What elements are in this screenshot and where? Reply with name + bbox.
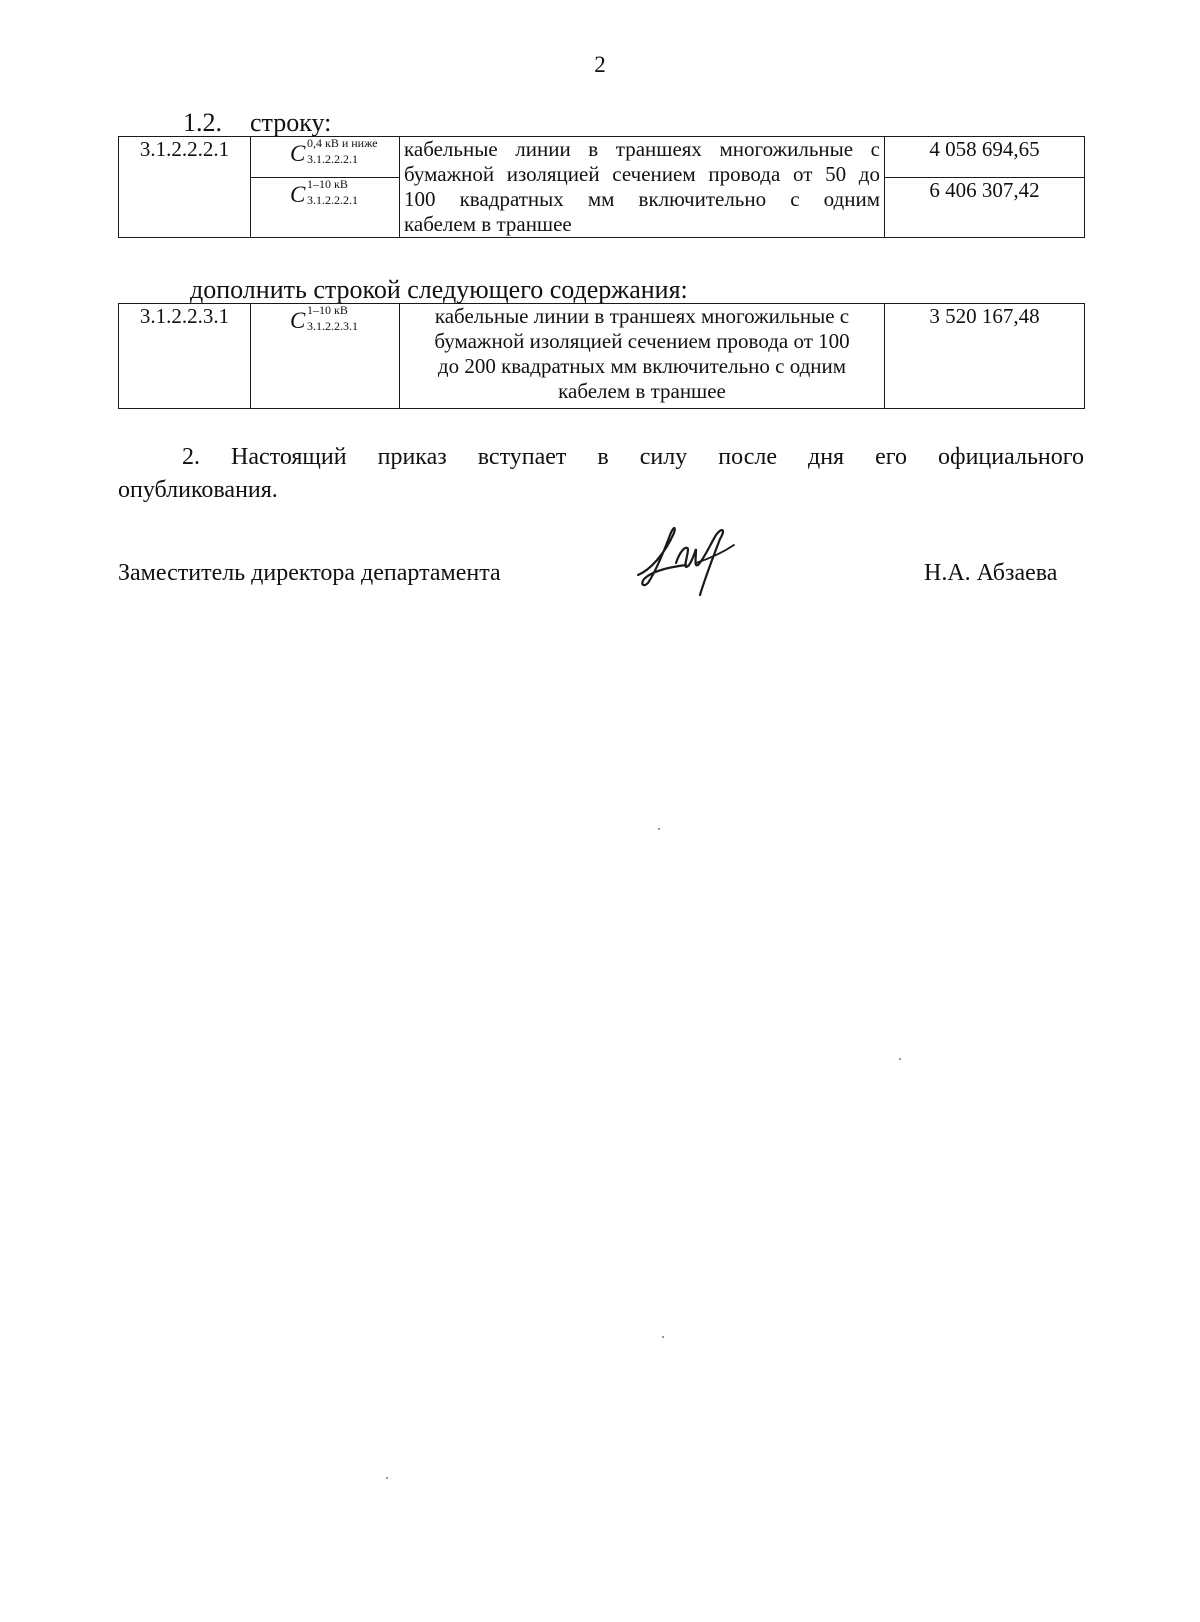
page-number: 2 xyxy=(594,52,606,77)
paragraph-2-line-2: опубликования. xyxy=(118,477,278,503)
paragraph-2 xyxy=(118,441,1084,507)
scan-speck xyxy=(658,828,660,830)
signatory-position: Заместитель директора департамента xyxy=(118,560,501,586)
section-number: 1.2. xyxy=(183,108,222,137)
supplement-heading: дополнить строкой следующего содержания: xyxy=(190,275,688,304)
scan-speck xyxy=(386,1477,388,1479)
table-row xyxy=(119,137,1085,178)
added-row-table xyxy=(118,303,1085,409)
rate-symbol: C 1–10 кВ 3.1.2.2.2.1 xyxy=(251,178,400,238)
row-description: кабельные линии в траншеях многожильные с бумажной изоляцией сечением провода от 100 до 200 квадратных мм включительно с одним кабелем в траншее xyxy=(400,304,885,409)
amended-row-table xyxy=(118,136,1085,238)
rate-value: 6 406 307,42 xyxy=(885,178,1085,238)
handwritten-signature xyxy=(630,515,740,600)
rate-symbol: C 1–10 кВ 3.1.2.2.3.1 xyxy=(251,304,400,409)
row-code: 3.1.2.2.2.1 xyxy=(119,137,251,238)
row-description: кабельные линии в траншеях многожильные с бумажной изоляцией сечением провода от 50 до 100 квадратных мм включительно с одним кабелем в траншее xyxy=(400,137,885,238)
scan-speck xyxy=(662,1336,664,1338)
rate-value: 4 058 694,65 xyxy=(885,137,1085,178)
rate-symbol: C 0,4 кВ и ниже 3.1.2.2.2.1 xyxy=(251,137,400,178)
section-heading: строку: xyxy=(250,108,332,137)
signatory-name: Н.А. Абзаева xyxy=(924,560,1058,586)
scan-speck xyxy=(899,1058,901,1060)
row-code: 3.1.2.2.3.1 xyxy=(119,304,251,409)
paragraph-2-line-1: 2. Настоящий приказ вступает в силу после дня его официального xyxy=(182,444,1084,470)
table-row xyxy=(119,304,1085,409)
rate-value: 3 520 167,48 xyxy=(885,304,1085,409)
